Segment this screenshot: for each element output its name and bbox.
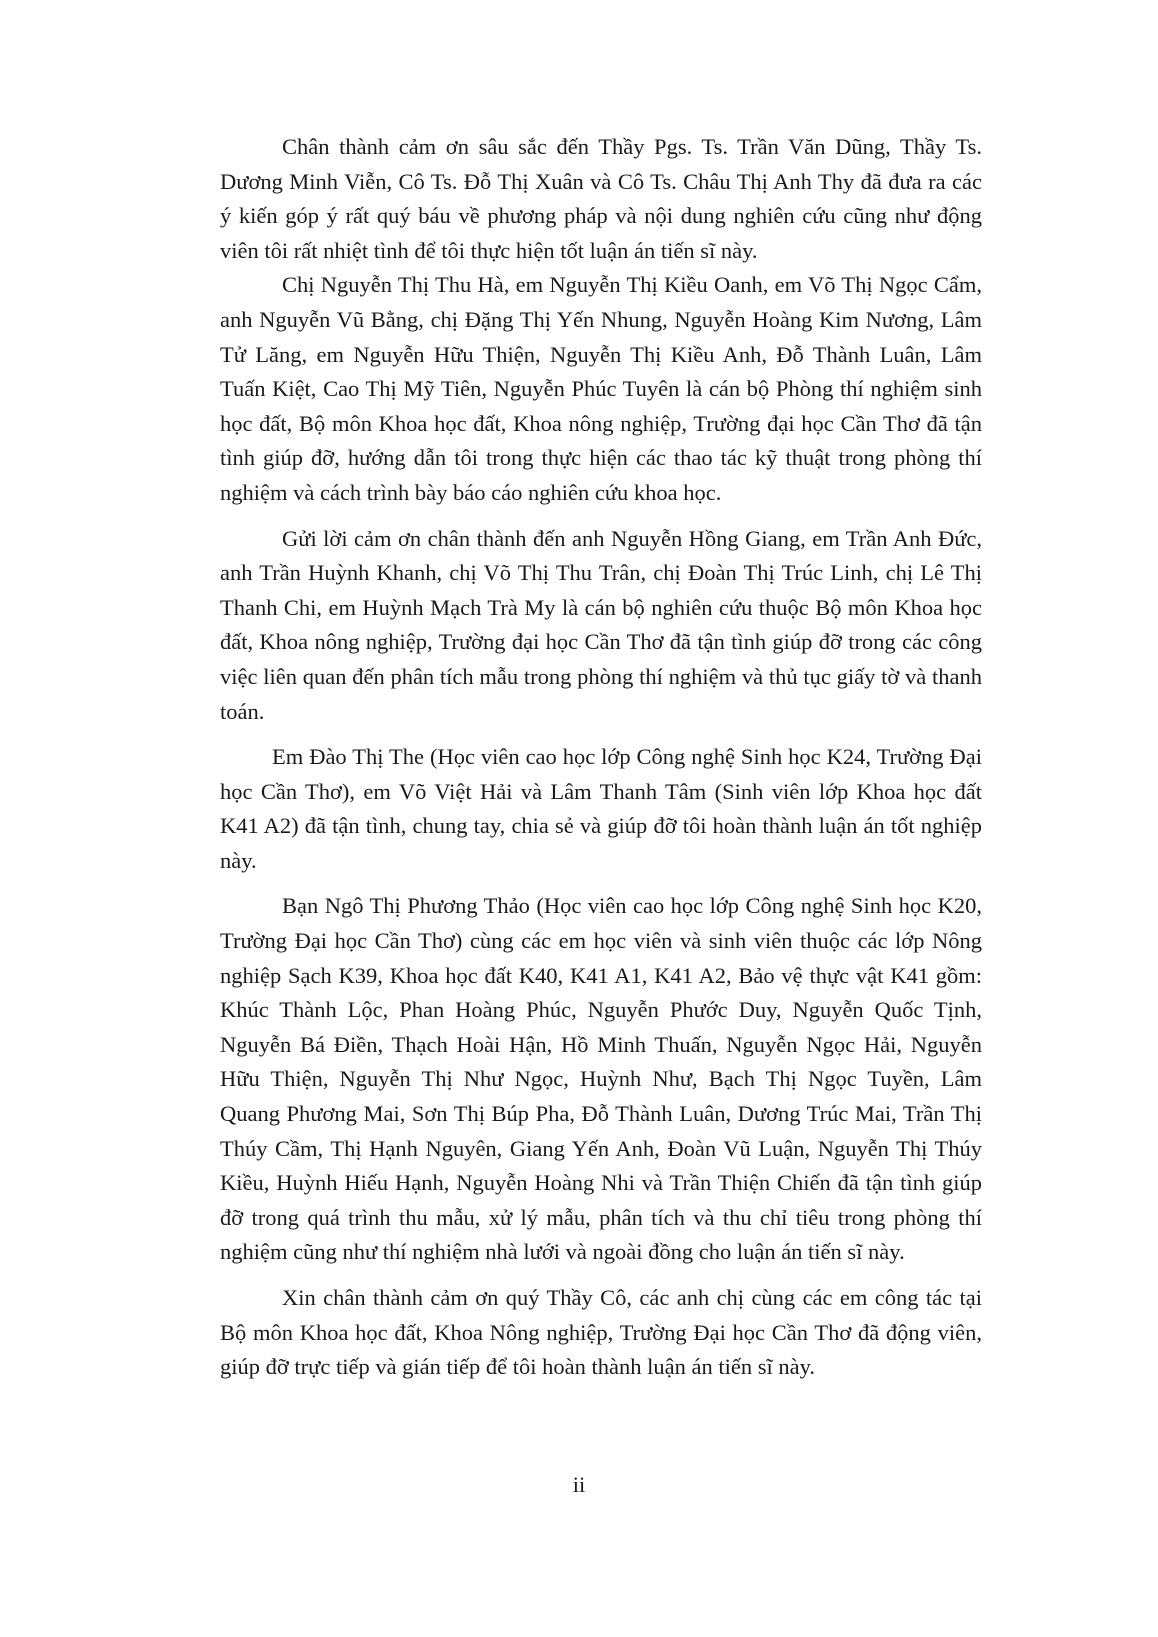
paragraph-thanks-department: Xin chân thành cảm ơn quý Thầy Cô, các anh chị cùng các em công tác tại Bộ môn Khoa học đất, Khoa Nông nghiệp, Trường Đại học Cần Thơ đã động viên, giúp đỡ trực tiếp và gián tiếp để tôi hoàn thành luận án tiến sĩ này. xyxy=(220,1285,982,1380)
paragraph-thanks-advisors: Chân thành cảm ơn sâu sắc đến Thầy Pgs. Ts. Trần Văn Dũng, Thầy Ts. Dương Minh Viễn, Cô Ts. Đỗ Thị Xuân và Cô Ts. Châu Thị Anh Thy đã đưa ra các ý kiến góp ý rất quý báu về phương pháp và nội dung nghiên cứu cũng như động viên tôi rất nhiệt tình để tôi thực hiện tốt luận án tiến sĩ này. xyxy=(220,134,982,263)
paragraph-thanks-researchers: Gửi lời cảm ơn chân thành đến anh Nguyễn Hồng Giang, em Trần Anh Đức, anh Trần Huỳnh Khanh, chị Võ Thị Thu Trân, chị Đoàn Thị Trúc Linh, chị Lê Thị Thanh Chi, em Huỳnh Mạch Trà My là cán bộ nghiên cứu thuộc Bộ môn Khoa học đất, Khoa nông nghiệp, Trường đại học Cần Thơ đã tận tình giúp đỡ trong các công việc liên quan đến phân tích mẫu trong phòng thí nghiệm và thủ tục giấy tờ và thanh toán. xyxy=(220,525,982,724)
page-number: ii xyxy=(572,1472,586,1497)
paragraph-thanks-students-groups: Bạn Ngô Thị Phương Thảo (Học viên cao học lớp Công nghệ Sinh học K20, Trường Đại học Cần Thơ) cùng các em học viên và sinh viên thuộc các lớp Nông nghiệp Sạch K39, Khoa học đất K40, K41 A1, K41 A2, Bảo vệ thực vật K41 gồm: Khúc Thành Lộc, Phan Hoàng Phúc, Nguyễn Phước Duy, Nguyễn Quốc Tịnh, Nguyễn Bá Điền, Thạch Hoài Hận, Hồ Minh Thuấn, Nguyễn Ngọc Hải, Nguyễn Hữu Thiện, Nguyễn Thị Như Ngọc, Huỳnh Như, Bạch Thị Ngọc Tuyền, Lâm Quang Phương Mai, Sơn Thị Búp Pha, Đỗ Thành Luân, Dương Trúc Mai, Trần Thị Thúy Cầm, Thị Hạnh Nguyên, Giang Yến Anh, Đoàn Vũ Luận, Nguyễn Thị Thúy Kiều, Huỳnh Hiếu Hạnh, Nguyễn Hoàng Nhi và Trần Thiện Chiến đã tận tình giúp đỡ trong quá trình thu mẫu, xử lý mẫu, phân tích và thu chỉ tiêu trong phòng thí nghiệm cũng như thí nghiệm nhà lưới và ngoài đồng cho luận án tiến sĩ này. xyxy=(220,893,982,1265)
acknowledgements-body xyxy=(220,130,982,1385)
paragraph-thanks-lab-staff: Chị Nguyễn Thị Thu Hà, em Nguyễn Thị Kiều Oanh, em Võ Thị Ngọc Cẩm, anh Nguyễn Vũ Bằng, chị Đặng Thị Yến Nhung, Nguyễn Hoàng Kim Nương, Lâm Tử Lăng, em Nguyễn Hữu Thiện, Nguyễn Thị Kiều Anh, Đỗ Thành Luân, Lâm Tuấn Kiệt, Cao Thị Mỹ Tiên, Nguyễn Phúc Tuyên là cán bộ Phòng thí nghiệm sinh học đất, Bộ môn Khoa học đất, Khoa nông nghiệp, Trường đại học Cần Thơ đã tận tình giúp đỡ, hướng dẫn tôi trong thực hiện các thao tác kỹ thuật trong phòng thí nghiệm và cách trình bày báo cáo nghiên cứu khoa học. xyxy=(220,272,982,505)
paragraph-thanks-students-k24: Em Đào Thị The (Học viên cao học lớp Công nghệ Sinh học K24, Trường Đại học Cần Thơ), em Võ Việt Hải và Lâm Thanh Tâm (Sinh viên lớp Khoa học đất K41 A2) đã tận tình, chung tay, chia sẻ và giúp đỡ tôi hoàn thành luận án tốt nghiệp này. xyxy=(220,744,982,873)
